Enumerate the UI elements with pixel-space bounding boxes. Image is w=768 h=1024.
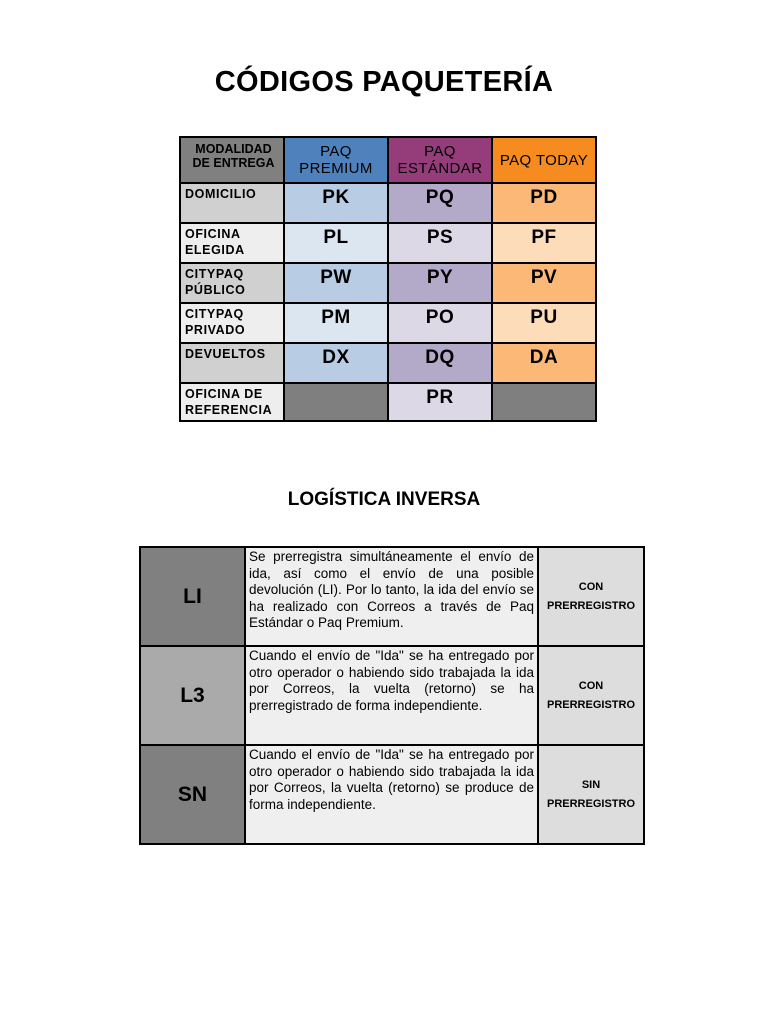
code-cell: PK [284,183,388,223]
inverse-row [140,646,644,745]
codes-row [180,343,596,383]
inverse-description: Se prerregistra simultáneamente el envío de ida, así como el envío de una posible devolución (LI). Por lo tanto, la ida del envío se ha realizado con Correos a través de Paq Estándar o Paq Premium. [245,547,538,646]
code-cell: PV [492,263,596,303]
codes-table [179,136,597,422]
header-modalidad-de-entrega: MODALIDAD DE ENTREGA [180,137,284,183]
row-label: CITYPAQ PRIVADO [180,303,284,343]
inverse-row [140,745,644,844]
code-cell: PR [388,383,492,421]
code-cell: PM [284,303,388,343]
inverse-code: L3 [140,646,245,745]
inverse-description: Cuando el envío de "Ida" se ha entregado por otro operador o habiendo sido trabajada la ida por Correos, la vuelta (retorno) se produce de forma independiente. [245,745,538,844]
inverse-status: CON PRERREGISTRO [538,646,644,745]
code-cell: PL [284,223,388,263]
inverse-code: SN [140,745,245,844]
row-label: CITYPAQ PÚBLICO [180,263,284,303]
code-cell: PD [492,183,596,223]
row-label: DOMICILIO [180,183,284,223]
code-cell: DQ [388,343,492,383]
inverse-row [140,547,644,646]
code-cell: PU [492,303,596,343]
code-cell: PO [388,303,492,343]
inverse-status: SIN PRERREGISTRO [538,745,644,844]
inverse-logistics-table [139,546,645,845]
row-label: OFICINA ELEGIDA [180,223,284,263]
inverse-status: CON PRERREGISTRO [538,547,644,646]
code-cell: DX [284,343,388,383]
codes-row [180,303,596,343]
empty-cell [492,383,596,421]
inverse-code: LI [140,547,245,646]
column-header-1: PAQ ESTÁNDAR [388,137,492,183]
row-label: DEVUELTOS [180,343,284,383]
code-cell: PQ [388,183,492,223]
code-cell: PY [388,263,492,303]
page-title: CÓDIGOS PAQUETERÍA [214,66,554,98]
code-cell: PS [388,223,492,263]
codes-row [180,263,596,303]
code-cell: DA [492,343,596,383]
section-title-inverse-logistics: LOGÍSTICA INVERSA [287,489,481,510]
code-cell: PW [284,263,388,303]
code-cell: PF [492,223,596,263]
row-label: OFICINA DE REFERENCIA [180,383,284,421]
column-header-2: PAQ TODAY [492,137,596,183]
column-header-0: PAQ PREMIUM [284,137,388,183]
codes-row [180,223,596,263]
codes-row [180,183,596,223]
empty-cell [284,383,388,421]
codes-row [180,383,596,421]
inverse-description: Cuando el envío de "Ida" se ha entregado por otro operador o habiendo sido trabajada la ida por Correos, la vuelta (retorno) se ha prerregistrado de forma independiente. [245,646,538,745]
